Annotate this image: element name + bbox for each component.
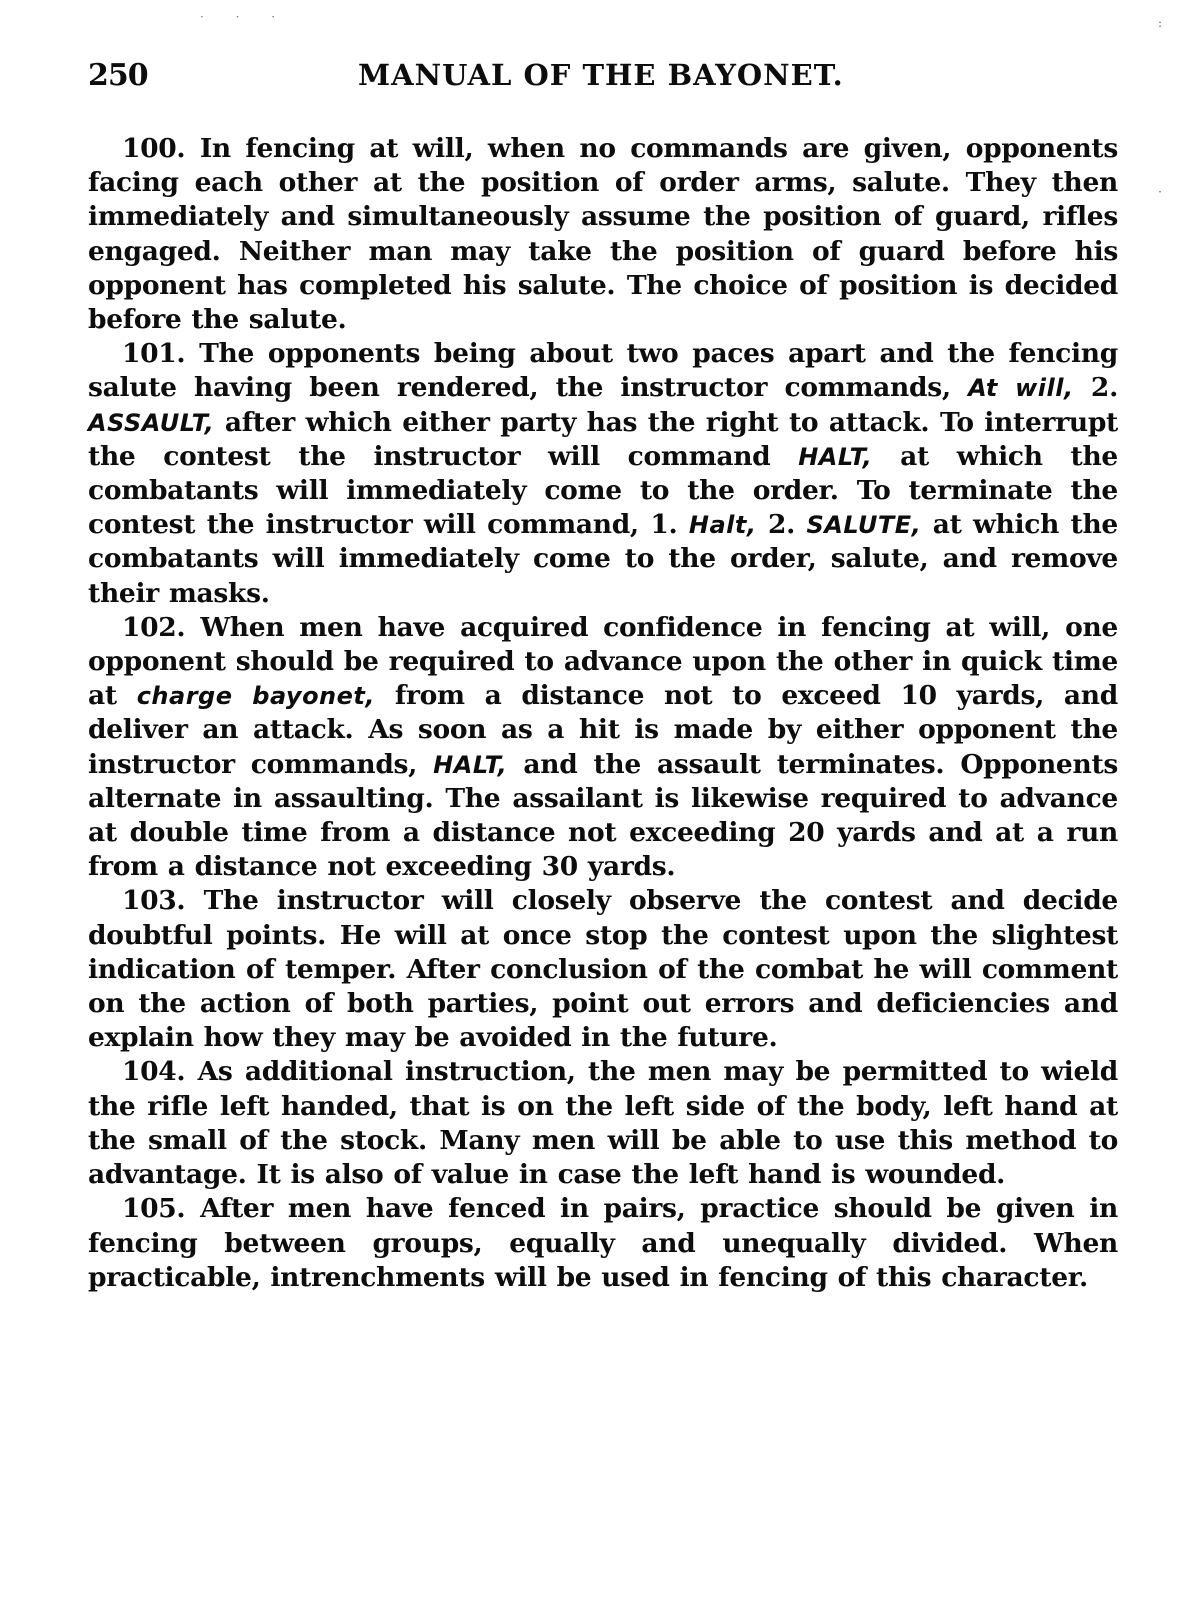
command-text: At will, xyxy=(968,374,1074,403)
paragraph-text: 2. xyxy=(1073,372,1118,404)
paragraph-text: 2. xyxy=(756,509,807,541)
paragraph xyxy=(88,337,1118,611)
paragraph-number: 100. xyxy=(122,133,186,164)
scan-artifact: · · · xyxy=(200,10,290,24)
paragraph-number: 105. xyxy=(122,1193,186,1225)
margin-artifact: · xyxy=(1158,185,1162,199)
command-text: HALT, xyxy=(433,750,508,779)
paragraph-text: When men have acquired confidence in fencing at will, one opponent should be required to advance upon the other in quick time at xyxy=(88,611,1118,712)
paragraph-number: 102. xyxy=(122,611,186,643)
command-text: HALT, xyxy=(798,442,873,471)
paragraph-text: after which either party has the right to attack. To interrupt the contest the instructor will command xyxy=(88,406,1118,472)
paragraph-text: at which the combatants will immediately come to the order, salute, and remove their masks. xyxy=(88,509,1118,609)
paragraph-number: 103. xyxy=(122,885,186,917)
paragraph-number: 104. xyxy=(122,1056,186,1088)
command-text: charge bayonet, xyxy=(136,682,376,711)
command-text: SALUTE, xyxy=(806,511,922,540)
paragraph-text: In fencing at will, when no commands are given, opponents facing each other at the position of order arms, salute. They then immediately and simultaneously assume the position of guard, rifles engaged. Neither man may take the position of guard before his opponent has completed his salute. The choice of position is decided before the salute. xyxy=(88,133,1118,336)
paragraph-text: As additional instruction, the men may be permitted to wield the rifle left handed, that is on the left side of the body, left hand at the small of the stock. Many men will be able to use this method to advantage. It is also of value in case the left hand is wounded. xyxy=(88,1056,1118,1191)
margin-artifact: : xyxy=(1157,16,1162,30)
body-text xyxy=(88,132,1118,1295)
paragraph xyxy=(88,132,1118,337)
paragraph-text: from a distance not to exceed 10 yards, and deliver an attack. As soon as a hit is made by either opponent the instructor commands, xyxy=(88,680,1118,780)
running-title: MANUAL OF THE BAYONET. xyxy=(358,58,844,92)
command-text: ASSAULT, xyxy=(88,408,215,437)
page-number: 250 xyxy=(88,58,148,93)
paragraph-text: and the assault terminates. Opponents alternate in assaulting. The assailant is likewise required to advance at double time from a distance not exceeding 20 yards and at a run from a distance not exceeding 30 yards. xyxy=(88,748,1119,883)
paragraph-number: 101. xyxy=(122,338,186,370)
paragraph xyxy=(88,1192,1118,1295)
paragraph-text: After men have fenced in pairs, practice should be given in fencing between groups, equally and unequally divided. When practicable, intrenchments will be used in fencing of this character. xyxy=(88,1193,1118,1293)
paragraph xyxy=(88,884,1118,1055)
command-text: Halt, xyxy=(688,511,757,540)
paragraph-text: The instructor will closely observe the contest and decide doubtful points. He will at once stop the contest upon the slightest indication of temper. After conclusion of the combat he will comment on the action of both parties, point out errors and deficiencies and explain how they may be avoided in the future. xyxy=(88,885,1118,1054)
paragraph xyxy=(88,611,1118,885)
paragraph-text: The opponents being about two paces apart and the fencing salute having been rendered, the instructor commands, xyxy=(88,338,1118,404)
paragraph xyxy=(88,1055,1118,1192)
paragraph-text: at which the combatants will immediately come to the order. To terminate the contest the instructor will command, 1. xyxy=(88,440,1118,541)
page-header xyxy=(88,58,1118,102)
